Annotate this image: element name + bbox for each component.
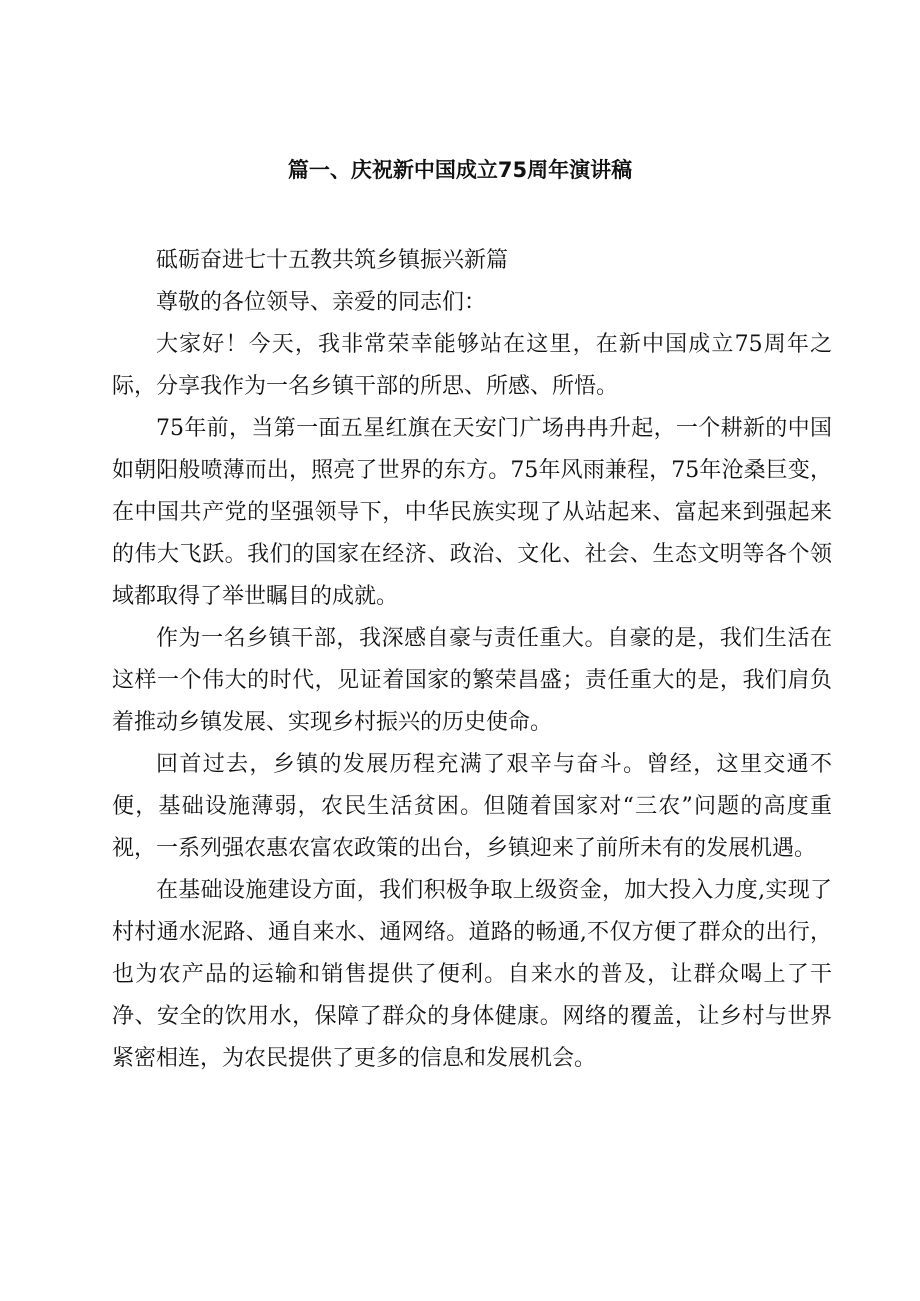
document-title: 篇一、庆祝新中国成立75周年演讲稿 xyxy=(287,158,633,182)
paragraph-subtitle: 砥砺奋进七十五教共筑乡镇振兴新篇 xyxy=(156,248,509,273)
paragraph: 作为一名乡镇干部，我深感自豪与责任重大。自豪的是，我们生活在这样一个伟大的时代，见证着国家的繁荣昌盛；责任重大的是，我们肩负着推动乡镇发展、实现乡村振兴的历史使命。 xyxy=(112,626,832,735)
paragraph: 回首过去，乡镇的发展历程充满了艰辛与奋斗。曾经，这里交通不便，基础设施薄弱，农民生活贫困。但随着国家对“三农”问题的高度重视，一系列强农惠农富农政策的出台，乡镇迎来了前所未有的发展机遇。 xyxy=(112,752,832,861)
document-body xyxy=(112,240,832,1080)
paragraph: 75年前，当第一面五星红旗在天安门广场冉冉升起，一个耕新的中国如朝阳般喷薄而出，照亮了世界的东方。75年风雨兼程，75年沧桑巨变，在中国共产党的坚强领导下，中华民族实现了从站起来、富起来到强起来的伟大飞跃。我们的国家在经济、政治、文化、社会、生态文明等各个领域都取得了举世瞩目的成就。 xyxy=(112,416,832,609)
paragraph-salutation: 尊敬的各位领导、亲爱的同志们： xyxy=(156,290,487,315)
paragraph: 大家好！今天，我非常荣幸能够站在这里，在新中国成立75周年之际，分享我作为一名乡镇干部的所思、所感、所悟。 xyxy=(112,332,832,399)
paragraph: 在基础设施建设方面，我们积极争取上级资金，加大投入力度,实现了村村通水泥路、通自来水、通网络。道路的畅通,不仅方便了群众的出行，也为农产品的运输和销售提供了便利。自来水的普及，让群众喝上了干净、安全的饮用水，保障了群众的身体健康。网络的覆盖，让乡村与世界紧密相连，为农民提供了更多的信息和发展机会。 xyxy=(112,878,832,1071)
